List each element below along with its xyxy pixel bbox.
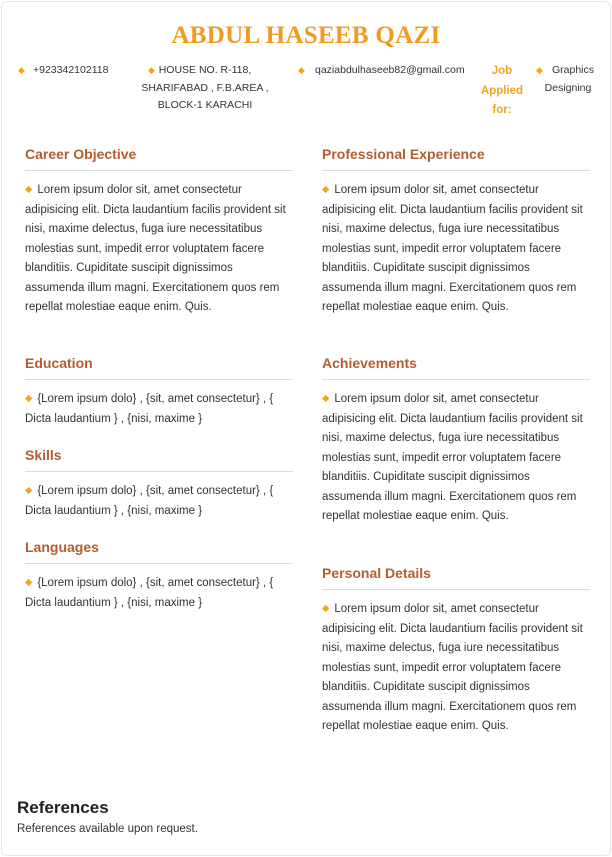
- professional-experience-section: [322, 146, 590, 318]
- references-text: References available upon request.: [17, 823, 198, 835]
- section-divider: [25, 170, 293, 171]
- address-line: BLOCK-1 KARACHI: [157, 99, 253, 111]
- section-title: Professional Experience: [322, 146, 485, 162]
- diamond-bullet-icon: ◆: [25, 577, 33, 588]
- section-text: [25, 181, 293, 318]
- education-text: {Lorem ipsum dolo} , {sit, amet consectetur} , { Dicta laudantium } , {nisi, maxime }: [25, 393, 274, 425]
- address-line: SHARIFABAD , F.B.AREA ,: [141, 81, 269, 94]
- job-label-line: Applied: [480, 84, 524, 97]
- section-text: [322, 181, 590, 318]
- diamond-bullet-icon: ◆: [536, 65, 543, 75]
- skills-text: {Lorem ipsum dolo} , {sit, amet consectetur} , { Dicta laudantium } , {nisi, maxime }: [25, 485, 274, 517]
- career-objective-section: [25, 146, 293, 318]
- achievements-section: [322, 355, 590, 527]
- diamond-bullet-icon: ◆: [148, 65, 155, 75]
- diamond-bullet-icon: ◆: [322, 603, 330, 614]
- references-title: References: [17, 798, 109, 817]
- phone-text: +923342102118: [33, 64, 109, 76]
- achievements-text: Lorem ipsum dolor sit, amet consectetur adipisicing elit. Dicta laudantium facilis provident sit nisi, maxime delectus, fuga iure necessitatibus molestias sunt, impedit error voluptatem facere blanditiis. Cupiditate suscipit dignissimos assumenda illum magni. Exercitationem quos rem repellat molestiae eaque enim. Quis.: [322, 393, 583, 522]
- section-title: Skills: [25, 447, 62, 463]
- section-title: Achievements: [322, 355, 417, 371]
- diamond-bullet-icon: ◆: [322, 393, 330, 404]
- section-text: [25, 574, 293, 613]
- skills-section: [25, 447, 293, 521]
- diamond-bullet-icon: ◆: [25, 393, 33, 404]
- section-divider: [25, 563, 293, 564]
- section-title: Personal Details: [322, 565, 431, 581]
- job-value-line: Graphics: [551, 64, 594, 76]
- job-value-line: Designing: [544, 81, 592, 94]
- section-divider: [322, 170, 590, 171]
- contact-email: [298, 62, 474, 80]
- candidate-name: ABDUL HASEEB QAZI: [171, 22, 441, 49]
- contact-address: [136, 62, 274, 115]
- section-title: Career Objective: [25, 146, 137, 162]
- section-divider: [25, 379, 293, 380]
- section-divider: [322, 589, 590, 590]
- address-line: HOUSE NO. R-118,: [158, 64, 252, 76]
- education-section: [25, 355, 293, 429]
- diamond-bullet-icon: ◆: [18, 65, 25, 75]
- diamond-bullet-icon: ◆: [25, 485, 33, 496]
- section-divider: [25, 471, 293, 472]
- personal-details-section: [322, 565, 590, 737]
- diamond-bullet-icon: ◆: [322, 184, 330, 195]
- personal-details-text: Lorem ipsum dolor sit, amet consectetur adipisicing elit. Dicta laudantium facilis provident sit nisi, maxime delectus, fuga iure necessitatibus molestias sunt, impedit error voluptatem facere blanditiis. Cupiditate suscipit dignissimos assumenda illum magni. Exercitationem quos rem repellat molestiae eaque enim. Quis.: [322, 603, 583, 732]
- section-text: [322, 390, 590, 527]
- section-text: [322, 600, 590, 737]
- contact-phone: [18, 62, 118, 80]
- diamond-bullet-icon: ◆: [298, 65, 305, 75]
- job-applied-label: [476, 62, 528, 121]
- email-text: qaziabdulhaseeb82@gmail.com: [315, 64, 465, 76]
- career-objective-text: Lorem ipsum dolor sit, amet consectetur adipisicing elit. Dicta laudantium facilis provident sit nisi, maxime delectus, fuga iure necessitatibus molestias sunt, impedit error voluptatem facere blanditiis. Cupiditate suscipit dignissimos assumenda illum magni. Exercitationem quos rem repellat molestiae eaque enim. Quis.: [25, 184, 286, 313]
- job-applied-value: [536, 62, 600, 97]
- section-divider: [322, 379, 590, 380]
- section-text: [25, 482, 293, 521]
- job-label-line: Job: [491, 65, 513, 77]
- languages-section: [25, 539, 293, 613]
- references-section: [17, 797, 595, 835]
- professional-experience-text: Lorem ipsum dolor sit, amet consectetur adipisicing elit. Dicta laudantium facilis provident sit nisi, maxime delectus, fuga iure necessitatibus molestias sunt, impedit error voluptatem facere blanditiis. Cupiditate suscipit dignissimos assumenda illum magni. Exercitationem quos rem repellat molestiae eaque enim. Quis.: [322, 184, 583, 313]
- section-title: Education: [25, 355, 93, 371]
- diamond-bullet-icon: ◆: [25, 184, 33, 195]
- section-title: Languages: [25, 539, 99, 555]
- languages-text: {Lorem ipsum dolo} , {sit, amet consectetur} , { Dicta laudantium } , {nisi, maxime }: [25, 577, 274, 609]
- job-label-line: for:: [492, 104, 512, 116]
- section-text: [25, 390, 293, 429]
